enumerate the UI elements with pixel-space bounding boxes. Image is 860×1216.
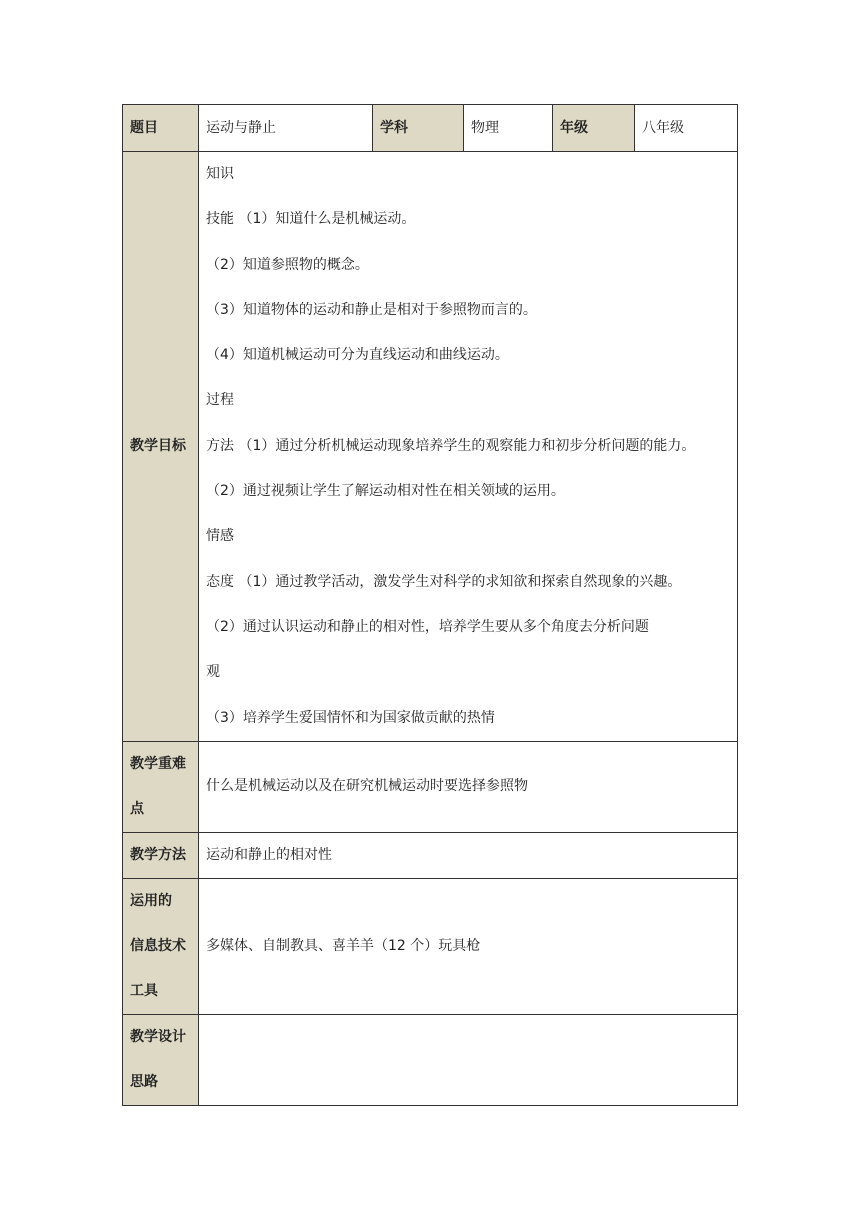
topic-label: 题目: [123, 105, 199, 152]
key-points-label-line: 点: [130, 800, 144, 817]
methods-row: [123, 832, 738, 878]
key-points-row: [123, 741, 738, 832]
objective-line: 方法 （1）通过分析机械运动现象培养学生的观察能力和初步分析问题的能力。: [206, 437, 696, 454]
objectives-content: [199, 152, 738, 742]
objective-line: （3）知道物体的运动和静止是相对于参照物而言的。: [206, 301, 537, 318]
objective-line: （4）知道机械运动可分为直线运动和曲线运动。: [206, 347, 509, 364]
objective-line: （2）通过视频让学生了解运动相对性在相关领域的运用。: [206, 483, 565, 500]
objective-line: （2）知道参照物的概念。: [206, 256, 369, 273]
grade-value: 八年级: [635, 105, 738, 152]
objectives-row: [123, 152, 738, 742]
tools-label-line: 工具: [130, 982, 158, 999]
tools-label-line: 信息技术: [130, 937, 186, 954]
objective-line: （2）通过认识运动和静止的相对性，培养学生要从多个角度去分析问题: [206, 618, 649, 635]
tools-row: [123, 878, 738, 1014]
methods-value: 运动和静止的相对性: [199, 832, 738, 878]
design-label-line: 教学设计: [130, 1028, 186, 1045]
key-points-value: 什么是机械运动以及在研究机械运动时要选择参照物: [199, 741, 738, 832]
grade-label: 年级: [553, 105, 635, 152]
objective-line: 知识: [206, 166, 234, 182]
topic-value: 运动与静止: [199, 105, 373, 152]
objective-line: 态度 （1）通过教学活动，激发学生对科学的求知欲和探索自然现象的兴趣。: [206, 573, 682, 590]
design-value: [199, 1014, 738, 1105]
design-row: [123, 1014, 738, 1105]
subject-label: 学科: [373, 105, 464, 152]
objectives-label: 教学目标: [123, 152, 199, 742]
methods-label: 教学方法: [123, 832, 199, 878]
tools-label: [123, 878, 199, 1014]
lesson-plan-table: [122, 104, 738, 1106]
objective-line: 过程: [206, 392, 234, 409]
objective-line: （3）培养学生爱国情怀和为国家做贡献的热情: [206, 709, 495, 726]
design-label-line: 思路: [130, 1073, 158, 1090]
objective-line: 情感: [206, 528, 234, 545]
objective-line: 观: [206, 664, 220, 681]
key-points-label-line: 教学重难: [130, 755, 186, 772]
subject-value: 物理: [464, 105, 553, 152]
tools-label-line: 运用的: [130, 892, 172, 909]
objective-line: 技能 （1）知道什么是机械运动。: [206, 211, 416, 228]
design-label: [123, 1014, 199, 1105]
key-points-label: [123, 741, 199, 832]
tools-value: 多媒体、自制教具、喜羊羊（12 个）玩具枪: [199, 878, 738, 1014]
header-row: [123, 105, 738, 152]
